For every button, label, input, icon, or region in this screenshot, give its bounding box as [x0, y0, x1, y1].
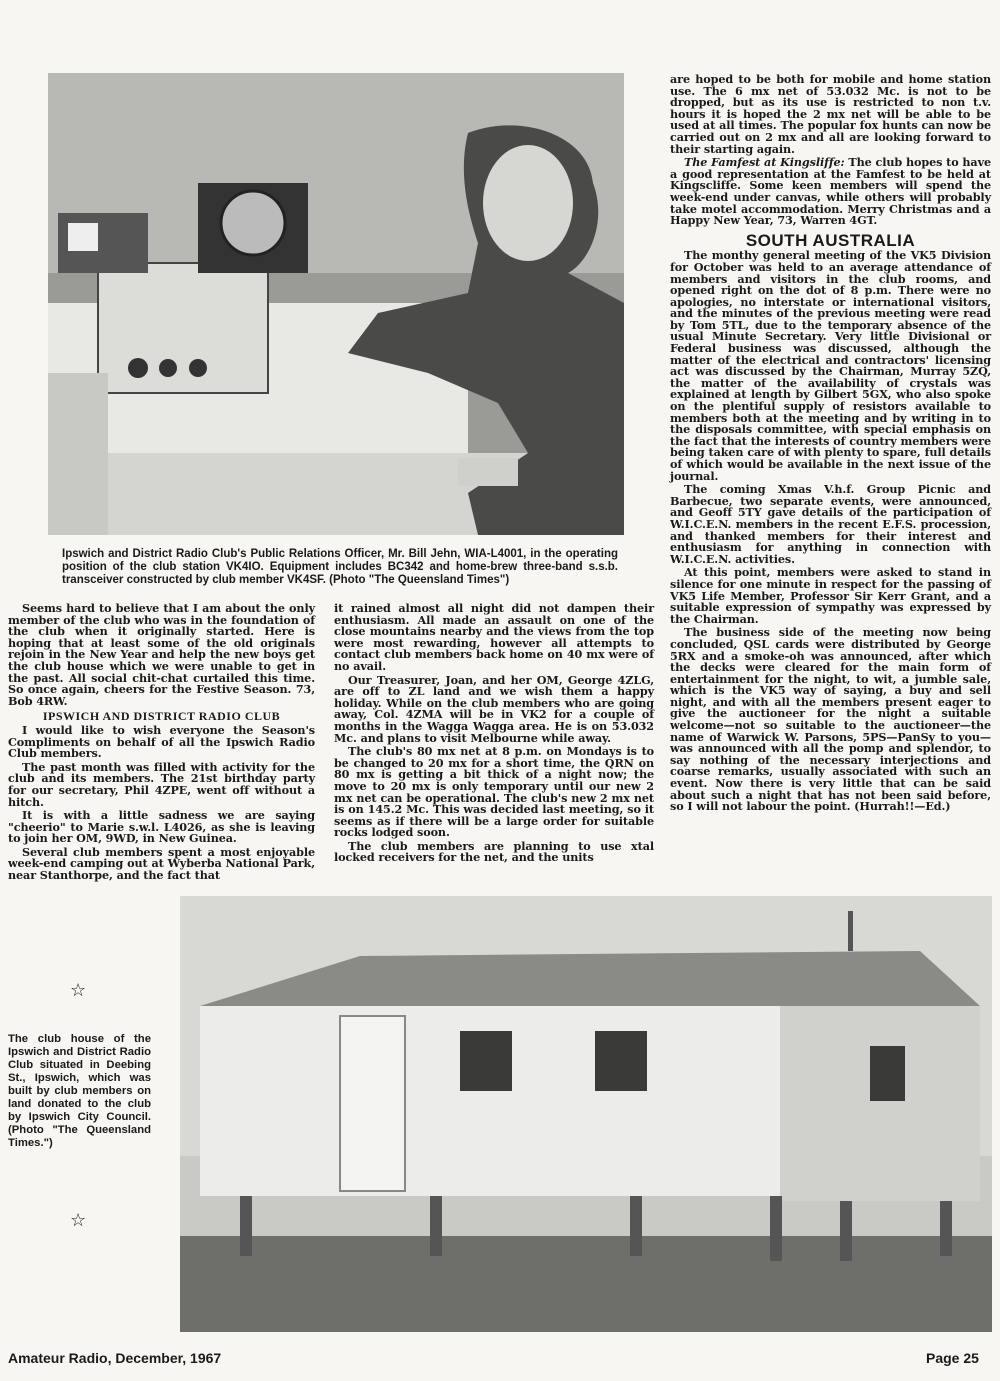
footer-page-number: Page 25 [926, 1350, 979, 1366]
clubhouse-photo [180, 896, 992, 1332]
paragraph: It is with a little sadness we are saying "cheerio" to Marie s.w.l. L4026, as she is leaving to join her OM, 9WD, in New Guinea. [8, 808, 315, 846]
star-icon: ☆ [70, 980, 87, 1001]
footer-publication: Amateur Radio, December, 1967 [8, 1350, 222, 1366]
paragraph: The club members are planning to use xtal locked receivers for the net, and the units [334, 838, 654, 865]
paragraph: The past month was filled with activity for the club and its members. The 21st birthday party for our secretary, Phil 4ZPE, went off without a hitch. [8, 759, 315, 809]
column-1 [8, 603, 315, 882]
paragraph: are hoped to be both for mobile and home station use. The 6 mx net of 53.032 Mc. is not to be dropped, but as its use is restricted to non t.v. hours it is hoped the 2 mx net will be able to be used at all times. The popular fox hunts can now be carried out on 2 mx and all are looking forward to their starting again. [670, 72, 991, 156]
paragraph: The business side of the meeting now being concluded, QSL cards were distributed by George 5RX and a smoke-oh was announced, after which the decks were cleared for the main form of entertainment for the night, to wit, a jumble sale, which is the VK5 way of saying, a buy and sell night, and with all the members present eager to give the auctioneer for the night a suitable welcome—not so suitable to the auctioneer—the name of Warwick W. Parsons, 5PS—PanSy to you—was announced with all the pomp and splendor, to say nothing of the necessary interjections and coarse remarks, usually associated with such an event. Now there is very little that can be said about such a night that has not been said before, so I will not labour the point. (Hurrah!!—Ed.) [670, 625, 991, 814]
clubhouse-caption: The club house of the Ipswich and District Radio Club situated in Deebing St., Ipswich, which was built by club members on land donated to the club by Ipswich City Council. (Photo "The Queensland Times.") [8, 1033, 151, 1149]
section-heading-south-australia: SOUTH AUSTRALIA [745, 230, 916, 250]
famfest-text: The club hopes to have a good representation at the Famfest to be held at Kingscliffe. Some keen members will spend the week-end under canvas, while others will probably take motel accommodation. Merry Christmas and a Happy New Year, 73, Warren 4GT. [670, 155, 991, 228]
paragraph: Several club members spent a most enjoyable week-end camping out at Wyberba National Park, near Stanthorpe, and the fact that [8, 844, 315, 883]
column-3 [670, 74, 991, 813]
paragraph: it rained almost all night did not dampen their enthusiasm. All made an assault on one of the close mountains nearby and the views from the top were most rewarding, however all attempts to contact club members back home on 40 mx were of no avail. [334, 601, 654, 673]
paragraph: At this point, members were asked to stand in silence for one minute in respect for the passing of VK5 Life Member, Professor Sir Kerr Grant, and a suitable expression of sympathy was expressed by the Chairman. [670, 565, 991, 626]
operator-photo [48, 73, 624, 535]
paragraph-famfest [670, 157, 991, 227]
photo-caption: Ipswich and District Radio Club's Public Relations Officer, Mr. Bill Jehn, WIA-L4001, in the operating position of the club station VK4IO. Equipment includes BC342 and home-brew three-band s.s.b. transceiver constructed by club member VK4SF. (Photo "The Queensland Times") [62, 548, 618, 586]
section-heading-ipswich: IPSWICH AND DISTRICT RADIO CLUB [42, 709, 281, 724]
paragraph: Seems hard to believe that I am about the only member of the club who was in the foundation of the club when it originally started. Here is hoping that at least some of the old originals rejoin in the New Year and help the new boys get the club house which we were unable to get in the past. All social chit-chat curtailed this time. So once again, cheers for the Festive Season. 73, Bob 4RW. [8, 601, 315, 708]
paragraph: The coming Xmas V.h.f. Group Picnic and Barbecue, two separate events, were announced, and Geoff 5TY gave details of the participation of W.I.C.E.N. members in the recent E.F.S. procession, and thanked members for their interest and enthusiasm for anything in connection with W.I.C.E.N. activities. [670, 482, 991, 566]
famfest-subheading: The Famfest at Kingsliffe: [684, 155, 845, 170]
paragraph: I would like to wish everyone the Season's Compliments on behalf of all the Ipswich Radio Club members. [8, 722, 315, 761]
star-icon: ☆ [70, 1210, 87, 1231]
paragraph: The club's 80 mx net at 8 p.m. on Mondays is to be changed to 20 mx for a short time, the QRN on 80 mx is getting a bit thick of a night now; the move to 20 mx is only temporary until our new 2 mx net can be operational. The club's new 2 mx net is on 145.2 Mc. This was decided last meeting, so it seems as if there will be a large order for suitable rocks lodged soon. [334, 744, 654, 840]
paragraph: The monthy general meeting of the VK5 Division for October was held to an average attendance of members and visitors in the club rooms, and opened right on the dot of 8 p.m. There were no apologies, no interstate or international visitors, and the minutes of the previous meeting were read by Tom 5TL, due to the temporary absence of the usual Minute Secretary. Very little Divisional or Federal business was discussed, although the matter of the electrical and contractors' licensing act was discussed by the Chairman, Murray 5ZQ, the matter of the availability of crystals was explained at length by Gilbert 5GX, who also spoke on the plentiful supply of resistors available to members both at the meeting and by writing in to the disposals committee, with special emphasis on the fact that the interests of country members were being taken care of with plenty to spare, full details of which would be available in the next issue of the journal. [670, 248, 991, 483]
column-2 [334, 603, 654, 864]
paragraph: Our Treasurer, Joan, and her OM, George 4ZLG, are off to ZL land and we wish them a happy holiday. While on the club members who are going away, Col. 4ZMA will be in VK2 for a couple of months in the Wagga Wagga area. He is on 53.032 Mc. and plans to visit Melbourne while away. [334, 672, 654, 745]
